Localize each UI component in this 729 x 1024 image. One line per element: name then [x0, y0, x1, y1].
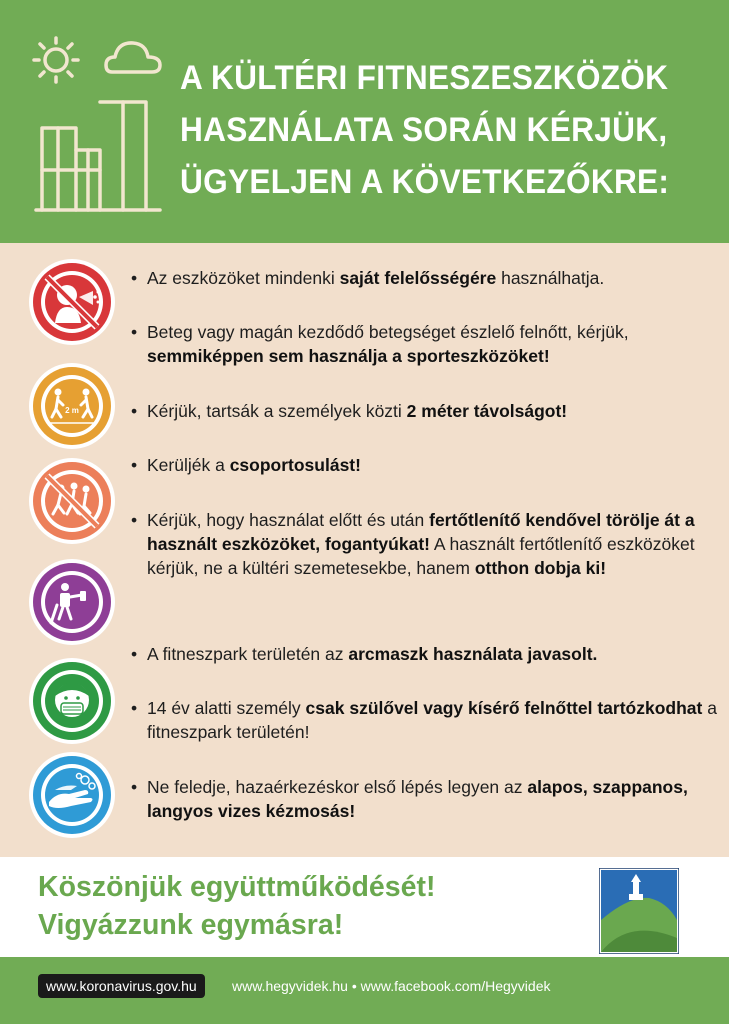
- distance-icon: [27, 361, 117, 451]
- page-title: [180, 52, 682, 208]
- rule-text-bold: semmiképpen sem használja a sporteszközöket!: [147, 346, 550, 366]
- fitness-park-illustration-icon: [28, 30, 168, 220]
- title-line-3: ÜGYELJEN A KÖVETKEZŐKRE:: [180, 163, 670, 201]
- koronavirus-link[interactable]: www.koronavirus.gov.hu: [38, 974, 205, 998]
- rule-text: Kerüljék a: [147, 455, 230, 475]
- handwash-icon: [27, 750, 117, 840]
- rule-bullet-7: [131, 696, 721, 744]
- no-group-icon: [27, 456, 117, 546]
- title-line-2: HASZNÁLATA SORÁN KÉRJÜK,: [180, 111, 668, 149]
- rule-bullet-8: [131, 775, 701, 823]
- rule-text: használhatja.: [496, 268, 605, 288]
- rule-text-bold: otthon dobja ki!: [474, 558, 607, 578]
- rule-text-bold: csoportosulást!: [229, 455, 361, 475]
- hegyvideki-emblem-icon: [599, 868, 679, 954]
- title-line-1: A KÜLTÉRI FITNESZESZKÖZÖK: [180, 59, 669, 97]
- rule-text: a fitneszpark területén!: [147, 698, 717, 742]
- disinfect-icon: [27, 557, 117, 647]
- rule-text-bold: saját felelősségére: [339, 268, 497, 288]
- rule-bullet-5: [131, 508, 711, 580]
- rule-text-bold: alapos, szappanos, langyos vizes kézmosás!: [147, 777, 688, 821]
- distance-icon-label: 2 m: [65, 406, 79, 415]
- no-coughing-icon: [27, 257, 117, 347]
- bullet-dot: •: [131, 698, 138, 718]
- rule-bullet-3: [131, 399, 721, 423]
- rule-text-bold: 2 méter távolságot!: [406, 401, 568, 421]
- thanks-line-2: Vigyázzunk egymásra!: [38, 909, 344, 941]
- thanks-line-1: Köszönjük együttműködését!: [38, 871, 436, 903]
- rule-text: A használt fertőtlenítő eszközöket kérjük, ne a kültéri szemetesekbe, hanem: [147, 534, 695, 578]
- rule-text-bold: fertőtlenítő kendővel törölje át a használt eszközöket, fogantyúkat!: [147, 510, 695, 554]
- face-mask-icon: [27, 656, 117, 746]
- footer-links[interactable]: www.hegyvidek.hu • www.facebook.com/Hegyvidek: [232, 978, 551, 994]
- rule-text: 14 év alatti személy: [147, 698, 306, 718]
- header-banner: [0, 0, 729, 243]
- rule-bullet-2: [131, 320, 721, 368]
- bullet-dot: •: [131, 401, 138, 421]
- rule-text: Ne feledje, hazaérkezéskor első lépés legyen az: [147, 777, 528, 797]
- bullet-dot: •: [131, 322, 138, 342]
- bullet-dot: •: [131, 644, 138, 664]
- rule-text: Beteg vagy magán kezdődő betegséget észlelő felnőtt, kérjük,: [147, 322, 629, 342]
- footer-bar: [0, 957, 729, 1024]
- bullet-dot: •: [131, 777, 138, 797]
- rule-text: Kérjük, tartsák a személyek közti: [147, 401, 407, 421]
- rule-text: Kérjük, hogy használat előtt és után: [147, 510, 430, 530]
- rule-text: A fitneszpark területén az: [147, 644, 349, 664]
- rule-bullet-4: [131, 453, 721, 477]
- rule-text-bold: arcmaszk használata javasolt.: [348, 644, 598, 664]
- bullet-dot: •: [131, 268, 138, 288]
- rule-text-bold: csak szülővel vagy kísérő felnőttel tartózkodhat: [305, 698, 703, 718]
- rule-bullet-6: [131, 642, 721, 666]
- rule-text: Az eszközöket mindenki: [147, 268, 340, 288]
- rule-bullet-1: [131, 266, 721, 290]
- bullet-dot: •: [131, 510, 138, 530]
- bullet-dot: •: [131, 455, 138, 475]
